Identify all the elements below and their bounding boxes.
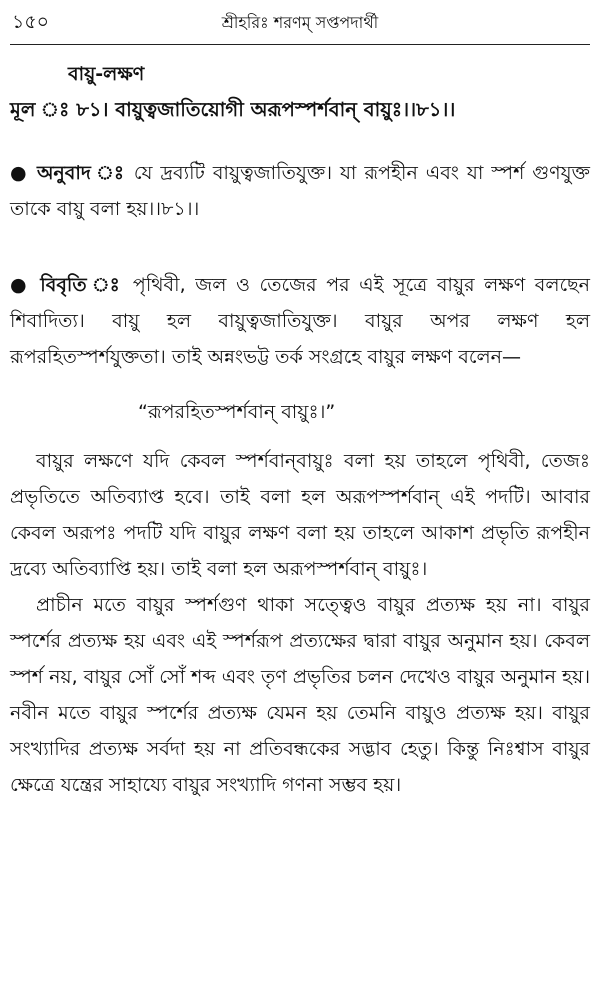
paragraph-pratyaksha: প্রাচীন মতে বায়ুর স্পর্শগুণ থাকা সত্ত্বেও বায়ুর প্রত্যক্ষ হয় না। বায়ুর স্পর্শের প্রত্যক্ষ হয় এবং এই স্পর্শরূপ প্রত্যক্ষের দ্বারা বায়ুর অনুমান হয়। কেবল স্পর্শ নয়, বায়ুর সোঁ সোঁ শব্দ এবং তৃণ প্রভৃতির চলন দেখেও বায়ুর অনুমান হয়। নবীন মতে বায়ুর স্পর্শের প্রত্যক্ষ যেমন হয় তেমনি বায়ুও প্রত্যক্ষ হয়। বায়ুর সংখ্যাদির প্রত্যক্ষ সর্বদা হয় না প্রতিবন্ধকের সদ্ভাব হেতু। কিন্তু নিঃশ্বাস বায়ুর ক্ষেত্রে যন্ত্রের সাহায্যে বায়ুর সংখ্যাদি গণনা সম্ভব হয়। — [10, 594, 590, 796]
page-header — [10, 0, 590, 45]
anubad-label: ● অনুবাদ ঃ — [10, 162, 126, 184]
section-heading: বায়ু-লক্ষণ — [68, 63, 145, 85]
anubad-paragraph — [10, 155, 590, 227]
bibriti-label: ● বিবৃতি ঃ — [10, 274, 124, 296]
paragraph-atibyapti: বায়ুর লক্ষণে যদি কেবল স্পর্শবান্‌বায়ুঃ বলা হয় তাহলে পৃথিবী, তেজঃ প্রভৃতিতে অতিব্যাপ্ত হবে। তাই বলা হল অরূপস্পর্শবান্‌ এই পদটি। আবার কেবল অরূপঃ পদটি যদি বায়ুর লক্ষণ বলা হয় তাহলে আকাশ প্রভৃতি রূপহীন দ্রব্যে অতিব্যাপ্তি হয়। তাই বলা হল অরূপস্পর্শবান্‌ বায়ুঃ। — [10, 450, 590, 580]
quote-line: “রূপরহিতস্পর্শবান্‌ বায়ুঃ।” — [138, 401, 336, 423]
bibriti-text: পৃথিবী, জল ও তেজের পর এই সূত্রে বায়ুর লক্ষণ বলছেন শিবাদিত্য। বায়ু হল বায়ুত্বজাতিযুক্ত। বায়ুর অপর লক্ষণ হল রূপরহিতস্পর্শযুক্ততা। তাই অন্নংভট্ট তর্ক সংগ্রহে বায়ুর লক্ষণ বলেন— — [10, 274, 590, 368]
bibriti-paragraph — [10, 267, 590, 375]
running-title: শ্রীহরিঃ শরণম্‌ সপ্তপদার্থী — [221, 13, 379, 32]
sutra-line: মূল ঃ ৮১। বায়ুত্বজাতিয়োগী অরূপস্পর্শবান্‌ বায়ুঃ।।৮১।। — [10, 98, 456, 121]
page-number: ১৫০ — [12, 11, 50, 33]
anubad-text: যে দ্রব্যটি বায়ুত্বজাতিযুক্ত। যা রূপহীন এবং যা স্পর্শ গুণযুক্ত তাকে বায়ু বলা হয়।।৮১।। — [10, 162, 590, 220]
